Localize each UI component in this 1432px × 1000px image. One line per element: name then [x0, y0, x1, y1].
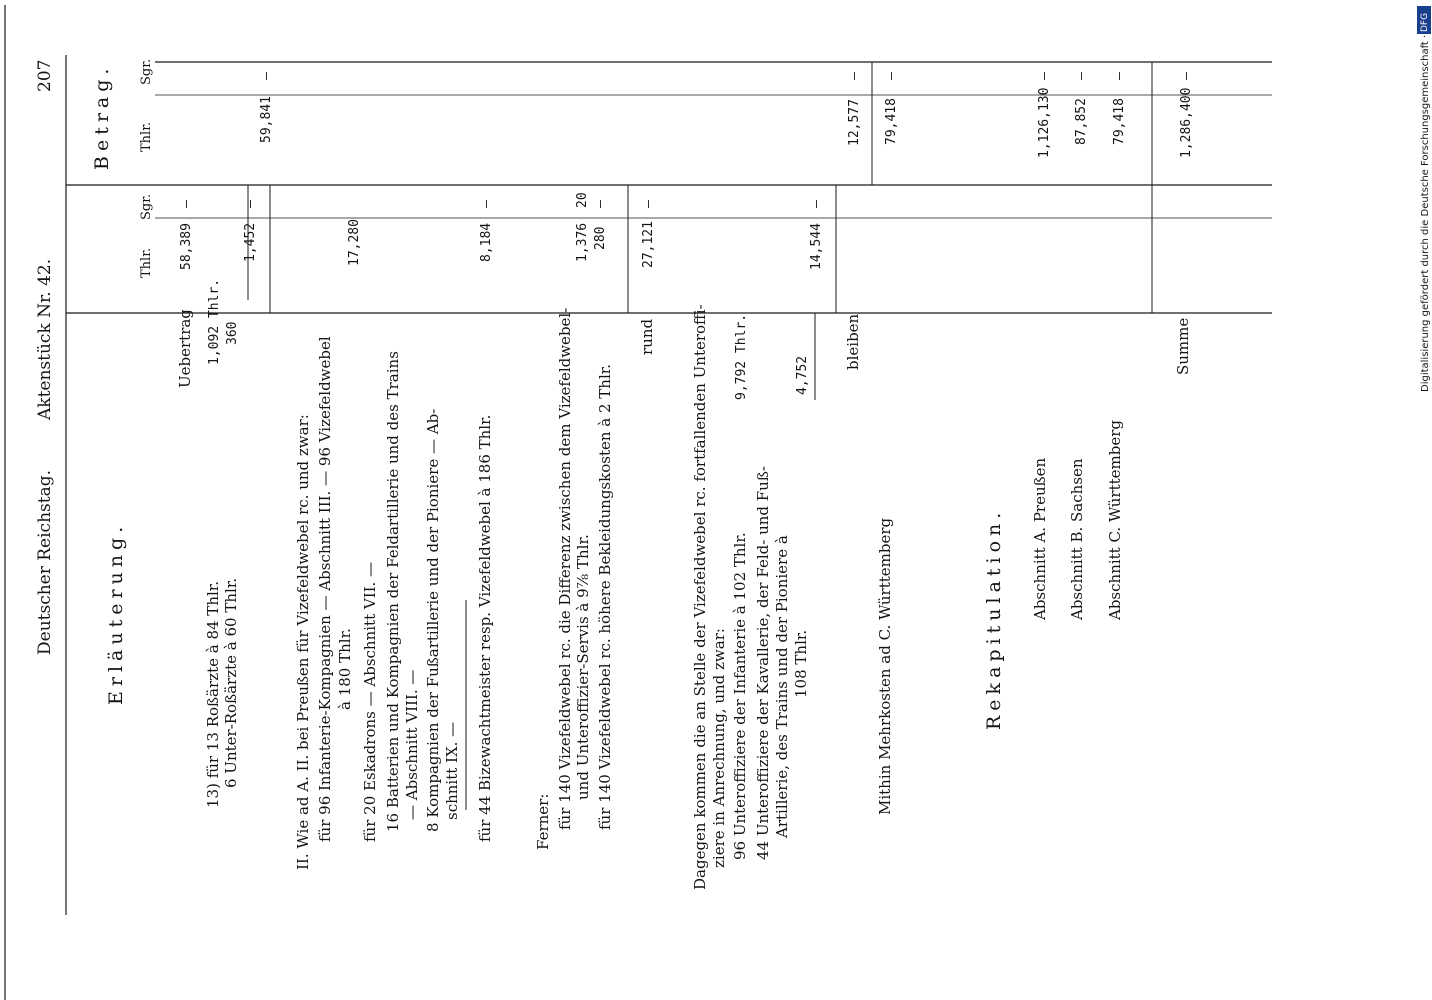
recap-saxony: Abschnitt B. Sachsen [1068, 458, 1086, 620]
label-summe: Summe [1174, 317, 1192, 375]
line-batteries: 16 Batterien und Kompagnien der Feldartillerie und des Trains [384, 351, 402, 832]
dash-6: — [641, 200, 656, 208]
line-cavalry-nco: 44 Unteroffiziere der Kavallerie, der Feld- und Fuß- [754, 466, 772, 860]
line-foot-artillery-ref: schnitt IX. — [443, 721, 461, 820]
column-heading-explanation: Erläuterung. [105, 521, 127, 705]
column-heading-sgr-outer: Sgr. [139, 58, 154, 85]
line-horse-doctors: 13) für 13 Roßärzte à 84 Thlr. [204, 580, 222, 808]
value-rund: 27,121 [641, 221, 656, 268]
line-dagegen: Dagegen kommen die an Stelle der Vizefeldwebel rc. fortfallenden Unteroffi- [691, 304, 709, 890]
dash-5: — [593, 200, 608, 208]
line-servis-difference: für 140 Vizefeldwebel rc. die Differenz zwischen dem Vizefeldwebel- [556, 307, 574, 830]
digitization-credit: Digitalisierung gefördert durch die Deutsche Forschungsgemeinschaft · [1420, 34, 1431, 392]
line-dagegen-cont: ziere in Anrechnung, und zwar: [710, 628, 728, 868]
dash-8: — [847, 72, 862, 80]
value-prussia: 1,126,130 [1037, 87, 1052, 158]
amount-infantry-nco: 9,792 Thlr. [734, 313, 749, 400]
page-number: 207 [35, 59, 55, 92]
line-clothing-costs: für 140 Vizefeldwebel rc. höhere Bekleidungskosten à 2 Thlr. [596, 363, 614, 830]
dash-1: — [179, 200, 194, 208]
label-bleiben: bleiben [844, 313, 862, 370]
value-uebertrag: 58,389 [179, 223, 194, 270]
header-doc-ref: Aktenstück Nr. 42. [35, 258, 55, 420]
line-sub-horse-doctors: 6 Unter-Roßärzte à 60 Thlr. [222, 577, 240, 788]
value-horse-doctors: 1,452 [243, 222, 258, 262]
line-infantry-rate: à 180 Thlr. [336, 628, 354, 710]
line-ferner: Ferner: [534, 793, 552, 850]
line-batteries-ref: — Abschnitt VIII. — [403, 669, 421, 820]
column-heading-sgr-inner: Sgr. [139, 193, 154, 220]
value-clothing: 280 [593, 226, 608, 250]
dash-3: — [259, 72, 274, 80]
line-servis-rate: und Unteroffizier-Servis à 9⅞ Thlr. [574, 534, 592, 800]
value-mehrkosten: 79,418 [884, 98, 899, 145]
amount-sub-horse-doctors: 360 [225, 321, 240, 345]
line-squadrons: für 20 Eskadrons — Abschnitt VII. — [361, 561, 379, 842]
amount-horse-doctors: 1,092 Thlr. [207, 278, 222, 365]
value-servis: 1,376 [575, 222, 590, 262]
line-cavalry-nco-cont: Artillerie, des Trains und der Pioniere à [773, 535, 791, 838]
label-uebertrag: Uebertrag [176, 309, 194, 388]
header-title: Deutscher Reichstag. [35, 470, 55, 655]
value-servis-sgr: 20 [575, 192, 590, 208]
value-wuerttemberg: 79,418 [1112, 98, 1127, 145]
value-bleiben: 12,577 [847, 99, 862, 146]
line-cavalry-nco-rate: 108 Thlr. [792, 629, 810, 698]
heading-recapitulation: Rekapitulation. [983, 507, 1005, 730]
line-mehrkosten: Mithin Mehrkosten ad C. Württemberg [876, 517, 894, 815]
value-saxony: 87,852 [1074, 98, 1089, 145]
line-section-ii: II. Wie ad A. II. bei Preußen für Vizefeldwebel rc. und zwar: [294, 414, 312, 870]
column-heading-thlr-inner: Thlr. [139, 247, 154, 278]
value-deduction: 14,544 [809, 223, 824, 270]
dash-12: — [1112, 72, 1127, 80]
column-heading-thlr-outer: Thlr. [139, 121, 154, 152]
line-infantry-nco: 96 Unteroffiziere der Infanterie à 102 Thlr. [731, 532, 749, 860]
recap-wuerttemberg: Abschnitt C. Württemberg [1106, 419, 1124, 620]
dfg-logo: DFG [1420, 12, 1430, 32]
dash-13: — [1179, 72, 1194, 80]
value-summe: 1,286,400 [1179, 87, 1194, 158]
dash-10: — [1037, 72, 1052, 80]
line-infantry-companies: für 96 Infanterie-Kompagnien — Abschnitt III. — 96 Vizefeldwebel [316, 336, 334, 842]
value-infantry: 17,280 [347, 219, 362, 266]
dash-7: — [809, 200, 824, 208]
dash-11: — [1074, 72, 1089, 80]
dash-2: — [243, 200, 258, 208]
value-subtotal: 59,841 [259, 96, 274, 143]
amount-cavalry-nco: 4,752 [795, 355, 810, 395]
line-foot-artillery: 8 Kompagnien der Fußartillerie und der Pioniere — Ab- [424, 408, 442, 832]
dash-4: — [479, 200, 494, 208]
dash-9: — [884, 72, 899, 80]
column-heading-amount: Betrag. [91, 63, 113, 170]
value-vice-sergeants: 8,184 [479, 222, 494, 262]
line-vice-sergeants: für 44 Bizewachtmeister resp. Vizefeldwebel à 186 Thlr. [476, 414, 494, 842]
recap-prussia: Abschnitt A. Preußen [1031, 457, 1049, 620]
label-rund: rund [638, 318, 656, 355]
